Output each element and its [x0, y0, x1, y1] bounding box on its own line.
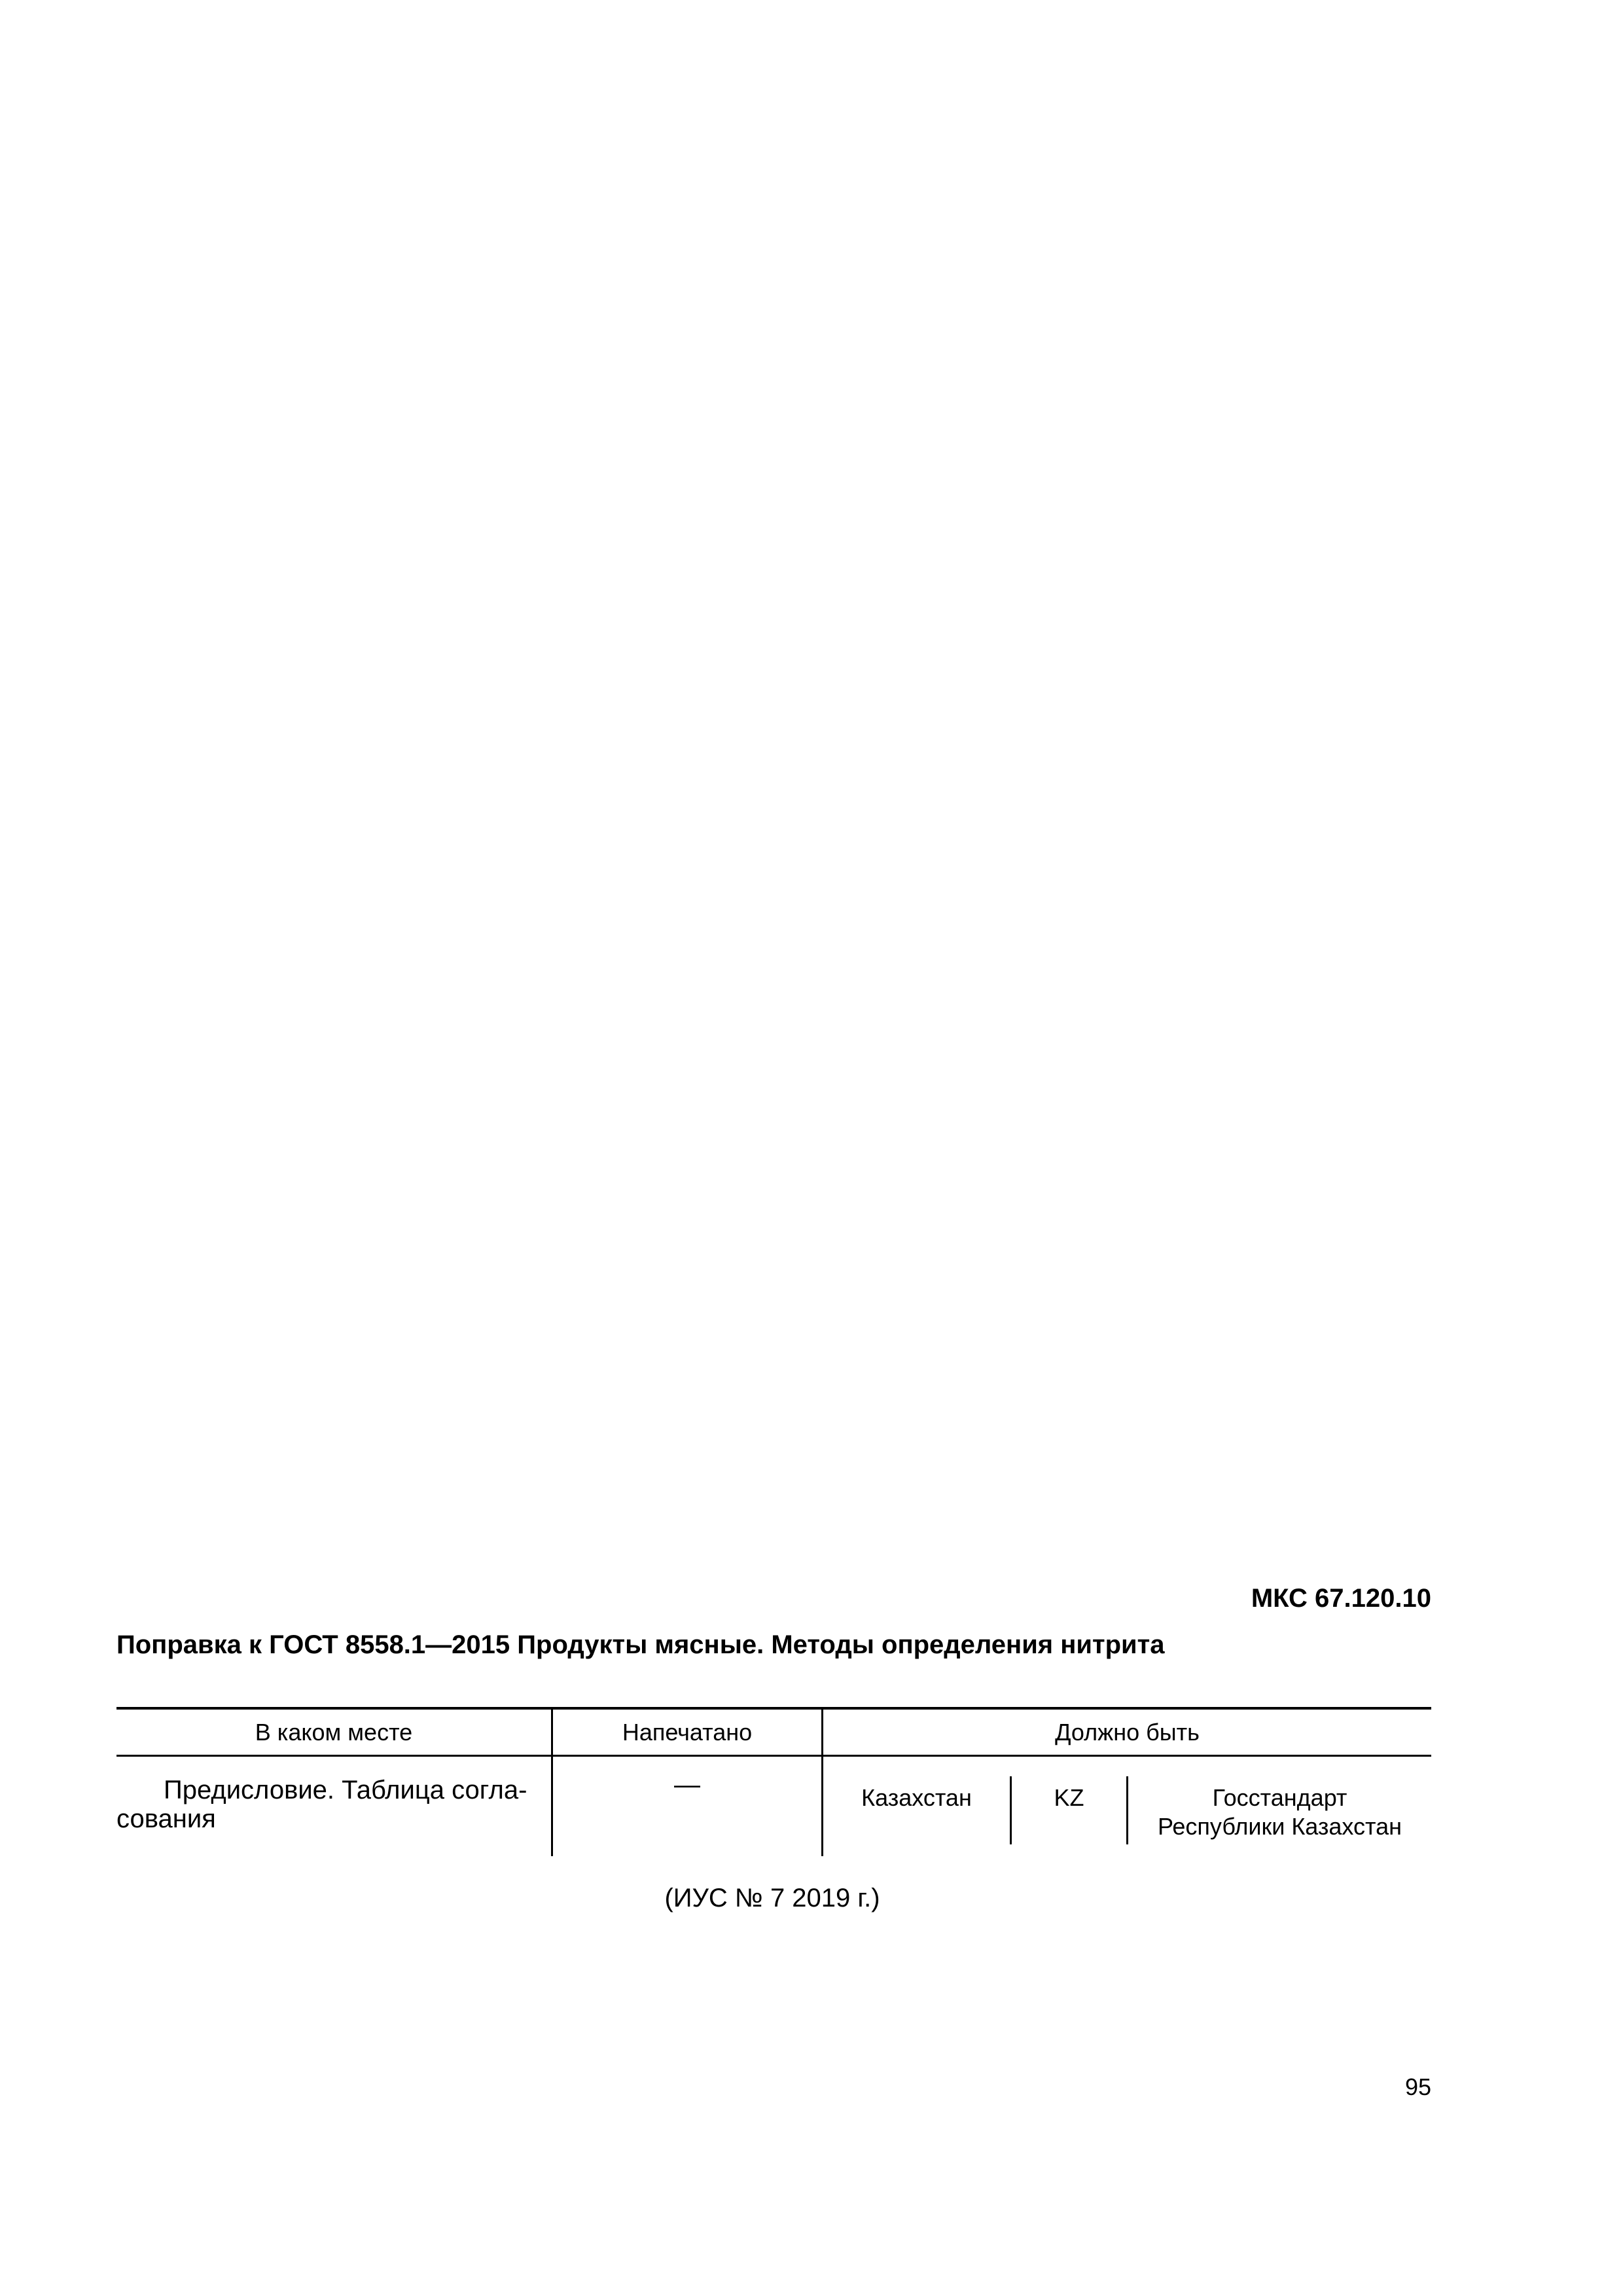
row-country: Казахстан [861, 1784, 972, 1811]
amendment-title: Поправка к ГОСТ 8558.1—2015 Продукты мясные. Методы определения нитрита [116, 1630, 1165, 1659]
header-printed: Напечатано [622, 1719, 753, 1746]
row-location-line2: сования [116, 1804, 216, 1833]
header-should-be: Должно быть [1055, 1719, 1200, 1746]
row-organization-line1: Госстандарт [1212, 1784, 1347, 1811]
row-printed: — [674, 1770, 700, 1799]
page-number: 95 [1404, 2073, 1431, 2100]
mks-code: МКС 67.120.10 [1251, 1584, 1431, 1613]
row-location-line1: Предисловие. Таблица согла- [164, 1776, 527, 1804]
table-header-rule [116, 1755, 1431, 1757]
header-location: В каком месте [255, 1719, 413, 1746]
row-organization-line2: Республики Казахстан [1157, 1813, 1402, 1840]
source-reference: (ИУС № 7 2019 г.) [664, 1884, 880, 1912]
table-top-rule [116, 1707, 1431, 1710]
row-country-code: KZ [1054, 1784, 1084, 1811]
amendment-table [116, 1707, 1431, 1856]
